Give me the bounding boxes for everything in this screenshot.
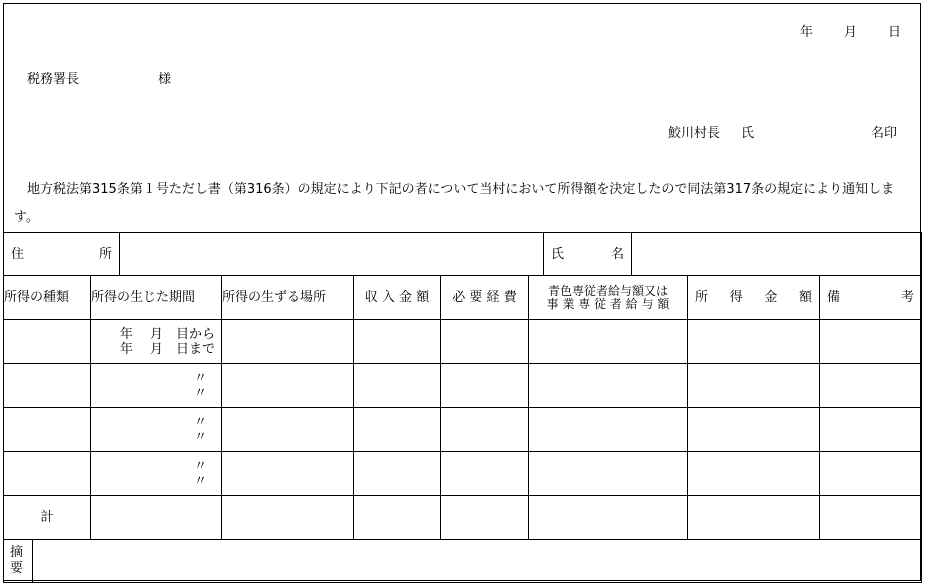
income-table <box>3 275 922 540</box>
salary-cell[interactable] <box>529 452 688 496</box>
revenue-cell[interactable] <box>354 452 441 496</box>
period-cell[interactable]: 〃 〃 <box>91 364 222 408</box>
total-row <box>4 496 922 540</box>
summary-table <box>3 539 922 583</box>
place-cell[interactable] <box>222 364 354 408</box>
income-type-cell[interactable] <box>4 408 91 452</box>
income-type-cell[interactable] <box>4 320 91 364</box>
summary-label: 摘 要 <box>4 540 33 583</box>
header-revenue: 収 入 金 額 <box>354 276 441 320</box>
date-day-label: 日 <box>888 25 902 40</box>
income-type-cell[interactable] <box>4 452 91 496</box>
date-year-label: 年 <box>800 25 814 40</box>
summary-field[interactable] <box>33 540 922 583</box>
sender-label: 鮫川村長 <box>668 126 721 141</box>
period-cell[interactable]: 年 月 目から 年 月 日まで <box>91 320 222 364</box>
address-label: 住 所 <box>4 233 120 276</box>
table-row <box>4 408 922 452</box>
income-type-cell[interactable] <box>4 364 91 408</box>
remarks-total-cell[interactable] <box>820 496 922 540</box>
header-remarks: 備 考 <box>820 276 922 320</box>
total-label: 計 <box>4 496 91 540</box>
date-month-label: 月 <box>844 25 858 40</box>
header-salary: 青色専従者給与額又は 事 業 専 従 者 給 与 額 <box>529 276 688 320</box>
salary-total-cell[interactable] <box>529 496 688 540</box>
header-income-type: 所得の種類 <box>4 276 91 320</box>
income-amount-cell[interactable] <box>688 452 820 496</box>
table-row <box>4 320 922 364</box>
table-row <box>4 452 922 496</box>
address-field[interactable] <box>120 233 544 276</box>
revenue-cell[interactable] <box>354 408 441 452</box>
income-amount-cell[interactable] <box>688 364 820 408</box>
expenses-cell[interactable] <box>441 452 529 496</box>
place-cell[interactable] <box>222 320 354 364</box>
header-row <box>4 276 922 320</box>
expenses-cell[interactable] <box>441 364 529 408</box>
name-label: 氏 名 <box>544 233 632 276</box>
revenue-cell[interactable] <box>354 364 441 408</box>
place-cell[interactable] <box>222 408 354 452</box>
notice-body-text: 地方税法第315条第１号ただし書（第316条）の規定により下記の者について当村において所得額を決定したので同法第317条の規定により通知します。 <box>14 182 895 225</box>
header-place: 所得の生ずる場所 <box>222 276 354 320</box>
expenses-cell[interactable] <box>441 408 529 452</box>
period-total-cell[interactable] <box>91 496 222 540</box>
honorific-label: 様 <box>158 72 172 87</box>
remarks-cell[interactable] <box>820 452 922 496</box>
notice-document <box>3 3 921 581</box>
addressee-label: 税務署長 <box>27 72 80 87</box>
name-field[interactable] <box>632 233 922 276</box>
remarks-cell[interactable] <box>820 364 922 408</box>
salary-cell[interactable] <box>529 320 688 364</box>
expenses-total-cell[interactable] <box>441 496 529 540</box>
header-expenses: 必 要 経 費 <box>441 276 529 320</box>
seal-label: 名印 <box>871 126 898 141</box>
header-income-amount: 所 得 金 額 <box>688 276 820 320</box>
income-amount-total-cell[interactable] <box>688 496 820 540</box>
period-cell[interactable]: 〃 〃 <box>91 408 222 452</box>
salary-cell[interactable] <box>529 364 688 408</box>
place-cell[interactable] <box>222 452 354 496</box>
remarks-cell[interactable] <box>820 408 922 452</box>
place-total-cell[interactable] <box>222 496 354 540</box>
income-amount-cell[interactable] <box>688 408 820 452</box>
expenses-cell[interactable] <box>441 320 529 364</box>
income-amount-cell[interactable] <box>688 320 820 364</box>
salary-cell[interactable] <box>529 408 688 452</box>
sender-name-label: 氏 <box>741 126 755 141</box>
header-period: 所得の生じた期間 <box>91 276 222 320</box>
info-row-table <box>3 232 922 276</box>
revenue-cell[interactable] <box>354 320 441 364</box>
table-row <box>4 364 922 408</box>
period-cell[interactable]: 〃 〃 <box>91 452 222 496</box>
remarks-cell[interactable] <box>820 320 922 364</box>
revenue-total-cell[interactable] <box>354 496 441 540</box>
